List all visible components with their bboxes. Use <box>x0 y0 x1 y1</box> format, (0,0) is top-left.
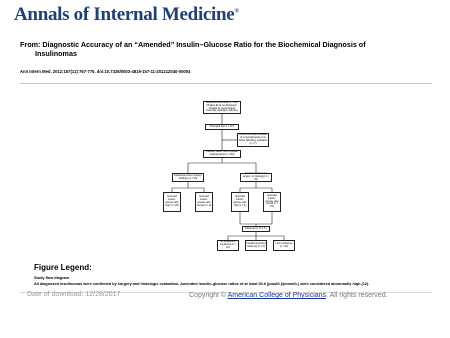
copyright-prefix: Copyright © <box>189 292 227 299</box>
flow-box-no-evidence: No evidence of insulinoma (n = 61) <box>217 240 239 251</box>
figure-legend-note: All diagnosed insulinomas were confirmed by surgery and histologic evaluation. Amended insulin–glucose ratios of at least 53.6 (pmol/L)/(mmol/L) were considered abnormally high (12). <box>34 282 370 286</box>
figure-legend-caption: Study flow diagram. <box>34 276 71 280</box>
flow-box-amended-normal-absent: Amended insulin–glucose ratio normal (n = 81) <box>263 192 281 212</box>
acp-link[interactable]: American College of Physicians <box>227 292 327 299</box>
flow-box-amended-normal-proven: Amended insulin–glucose ratio normal (n = 0) <box>195 192 213 212</box>
flow-box-amended-high-proven: Amended insulin–glucose ratio high (n = 26) <box>163 192 181 212</box>
figure-legend-title: Figure Legend: <box>34 263 92 272</box>
flow-box-excluded: Patients excluded because of no hypoglycemia or no further laboratory evaluation (n = 7) <box>237 133 269 147</box>
flow-box-prolonged-fast: Prolonged fast (n = 117) <box>205 124 239 130</box>
flow-box-insulinoma-proven: Insulinoma proven (surgery, histology) (n = 26) <box>172 173 204 182</box>
flow-box-lost-followup: Lost to follow-up (n = 20) <box>273 240 295 251</box>
download-date: Date of download: 12/28/2017 <box>27 291 121 298</box>
article-title-line2: Insulinomas <box>35 49 77 58</box>
article-title-line1: From: Diagnostic Accuracy of an “Amended” Insulin–Glucose Ratio for the Biochemical Diagnosis of <box>20 40 366 49</box>
flow-box-measurements: Glucose, insulin, and C-peptide measurements (n = 110) <box>203 150 241 158</box>
citation: Ann Intern Med. 2012;157(11):767-775. doi:10.7326/0003-4819-157-11-201212040-00004 <box>20 69 191 74</box>
flow-box-suspected: Suspected insulinoma (n = 127) Klinikum Ernst von Bergmann; Hospital St. Georg August University, Göttingen, Germany <box>203 101 241 114</box>
journal-name: Annals of Internal Medicine <box>14 4 235 25</box>
flow-box-followup: Follow-up for 74 ± 5 y <box>242 226 270 232</box>
copyright-suffix: . All rights reserved. <box>326 292 388 299</box>
copyright-notice <box>189 292 388 299</box>
flow-box-amended-high-absent: Amended insulin–glucose ratio high (n = 3) <box>231 192 249 212</box>
flow-box-insulinoma-absent: Insulinoma absent (no surgery, no histology) (n = 84) <box>240 173 272 182</box>
flow-box-insulinoma-followup: Insulinoma (during follow-up) (n = 0) <box>245 240 267 251</box>
registered-mark: ® <box>234 8 239 15</box>
